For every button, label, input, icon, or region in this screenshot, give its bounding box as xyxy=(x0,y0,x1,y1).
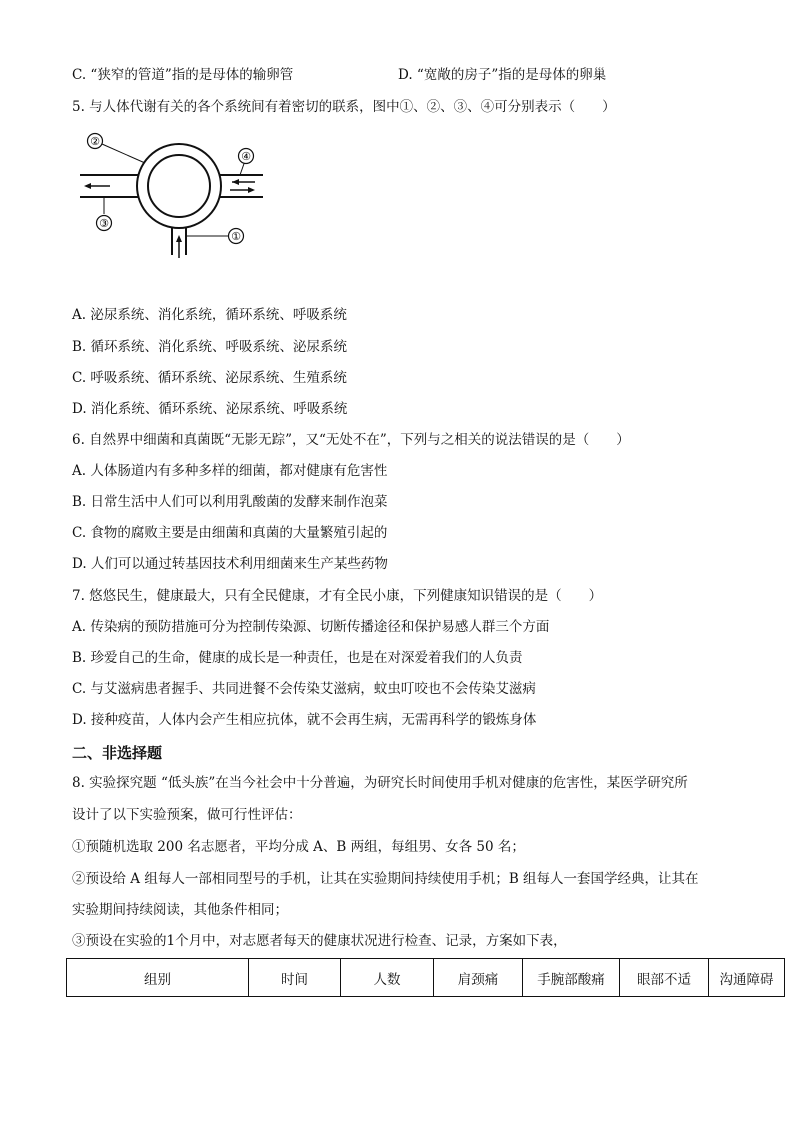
label-4: ④ xyxy=(241,150,251,163)
right-arrowhead-out xyxy=(248,187,255,193)
experiment-plan-table xyxy=(66,958,785,997)
table-header-row xyxy=(67,959,785,997)
q7-option-a: A. 传染病的预防措施可分为控制传染源、切断传播途径和保护易感人群三个方面 xyxy=(72,619,550,635)
q5-stem: 5. 与人体代谢有关的各个系统间有着密切的联系，图中①、②、③、④可分别表示（ ） xyxy=(72,99,616,115)
q5-option-c: C. 呼吸系统、循环系统、泌尿系统、生殖系统 xyxy=(72,370,347,386)
q5-option-d: D. 消化系统、循环系统、泌尿系统、呼吸系统 xyxy=(72,401,348,417)
label-1: ① xyxy=(231,230,241,243)
table-header-group: 组别 xyxy=(67,959,249,997)
table-header-count: 人数 xyxy=(341,959,434,997)
label-2-leader xyxy=(102,144,145,163)
q6-option-a: A. 人体肠道内有多种多样的细菌，都对健康有危害性 xyxy=(72,463,388,479)
q6-stem: 6. 自然界中细菌和真菌既“无影无踪”，又“无处不在”，下列与之相关的说法错误的是（ ） xyxy=(72,432,630,448)
q7-option-b: B. 珍爱自己的生命，健康的成长是一种责任，也是在对深爱着我们的人负责 xyxy=(72,650,523,666)
inner-ring xyxy=(148,155,210,217)
label-2: ② xyxy=(90,135,100,148)
right-arrowhead-in xyxy=(232,179,239,185)
q8-line-2: 设计了以下实验预案，做可行性评估： xyxy=(72,807,302,823)
label-3: ③ xyxy=(99,217,109,230)
q8-line-4: ②预设给 A 组每人一部相同型号的手机，让其在实验期间持续使用手机；B 组每人一套国学经典，让其在 xyxy=(72,871,699,887)
section-heading: 二、非选择题 xyxy=(72,744,163,762)
q8-line-3: ①预随机选取 200 名志愿者，平均分成 A、B 两组，每组男、女各 50 名； xyxy=(72,839,525,855)
table-header-communication: 沟通障碍 xyxy=(709,959,785,997)
q8-line-5: 实验期间持续阅读，其他条件相同； xyxy=(72,902,288,918)
q4-option-c: C. “狭窄的管道”指的是母体的输卵管 xyxy=(72,67,294,83)
table-header-neck-pain: 肩颈痛 xyxy=(434,959,523,997)
q5-option-b: B. 循环系统、消化系统、呼吸系统、泌尿系统 xyxy=(72,339,348,355)
q6-option-c: C. 食物的腐败主要是由细菌和真菌的大量繁殖引起的 xyxy=(72,525,388,541)
bottom-arrowhead xyxy=(176,235,182,242)
q6-option-b: B. 日常生活中人们可以利用乳酸菌的发酵来制作泡菜 xyxy=(72,494,388,510)
q4-option-d: D. “宽敞的房子”指的是母体的卵巢 xyxy=(398,67,607,83)
q8-line-1: 8. 实验探究题 “低头族”在当今社会中十分普遍，为研究长时间使用手机对健康的危害性，某医学研究所 xyxy=(72,775,688,791)
q5-option-a: A. 泌尿系统、消化系统，循环系统、呼吸系统 xyxy=(72,307,347,323)
q8-line-6: ③预设在实验的1个月中，对志愿者每天的健康状况进行检查、记录，方案如下表， xyxy=(72,933,567,949)
left-arrowhead xyxy=(84,183,91,189)
q7-stem: 7. 悠悠民生，健康最大，只有全民健康，才有全民小康，下列健康知识错误的是（ ） xyxy=(72,588,603,604)
q7-option-d: D. 接种疫苗，人体内会产生相应抗体，就不会再生病，无需再科学的锻炼身体 xyxy=(72,712,537,728)
q6-option-d: D. 人们可以通过转基因技术利用细菌来生产某些药物 xyxy=(72,556,388,572)
metabolism-systems-diagram xyxy=(80,128,290,263)
table-header-eye-discomfort: 眼部不适 xyxy=(620,959,709,997)
table-header-time: 时间 xyxy=(249,959,341,997)
q7-option-c: C. 与艾滋病患者握手、共同进餐不会传染艾滋病，蚊虫叮咬也不会传染艾滋病 xyxy=(72,681,536,697)
table-header-wrist-pain: 手腕部酸痛 xyxy=(523,959,620,997)
